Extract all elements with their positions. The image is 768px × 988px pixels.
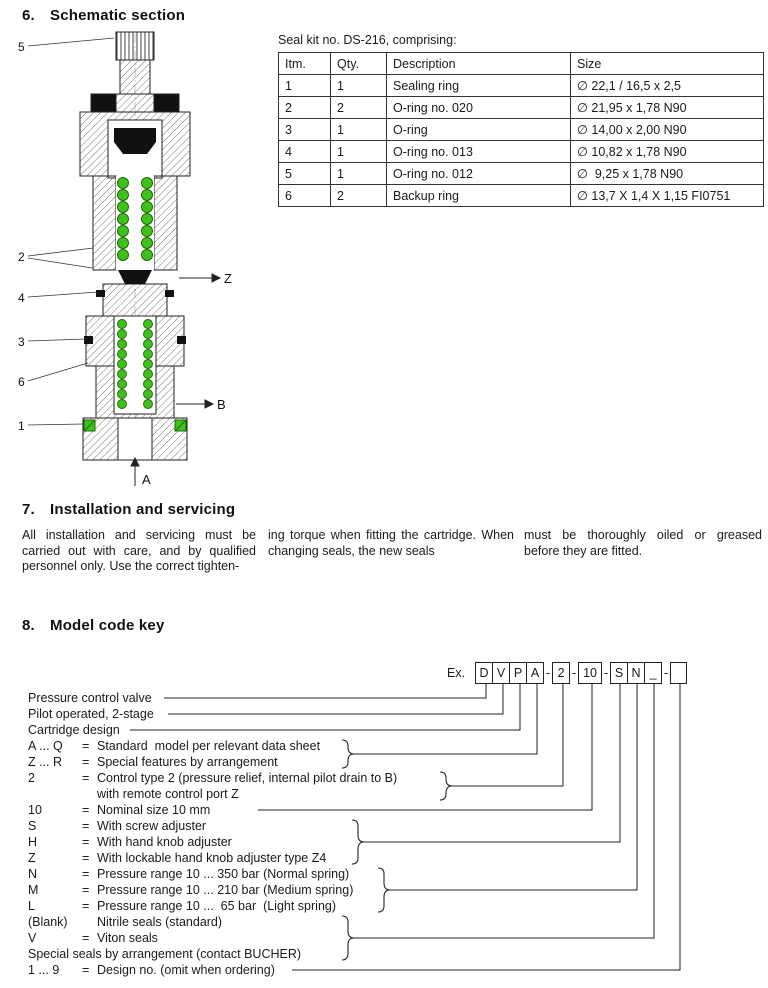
code-box-n: N xyxy=(627,662,645,684)
section7-heading xyxy=(22,501,235,518)
key-code: L xyxy=(28,899,35,913)
cell-size: ∅ 13,7 X 1,4 X 1,15 FI0751 xyxy=(571,185,764,207)
table-row xyxy=(279,141,764,163)
code-box-seal: _ xyxy=(644,662,662,684)
cell-desc: O-ring no. 012 xyxy=(387,163,571,185)
table-row xyxy=(279,97,764,119)
cell-size: ∅ 22,1 / 16,5 x 2,5 xyxy=(571,75,764,97)
key-text: Pilot operated, 2-stage xyxy=(28,707,154,721)
port-label-b: B xyxy=(217,397,226,412)
installation-paragraph-2: ing torque when fitting the cartridge. When changing seals, the new seals xyxy=(268,528,514,558)
key-text: Standard model per relevant data sheet xyxy=(97,739,321,753)
key-code: Z ... R xyxy=(28,755,63,769)
valve-schematic-svg xyxy=(8,28,258,490)
callout-2: 2 xyxy=(18,250,25,264)
key-row xyxy=(28,738,468,754)
code-box-design xyxy=(670,662,687,684)
section8-title: Model code key xyxy=(50,617,165,634)
valve-body xyxy=(80,32,190,460)
seal-kit-table xyxy=(278,52,764,207)
table-row xyxy=(279,75,764,97)
code-dash: - xyxy=(603,666,609,680)
section6-title: Schematic section xyxy=(50,7,186,24)
key-row xyxy=(28,882,468,898)
key-text: With hand knob adjuster xyxy=(97,835,232,849)
table-row xyxy=(279,185,764,207)
cell-qty: 2 xyxy=(331,97,387,119)
key-equals: = xyxy=(82,883,90,897)
cell-qty: 1 xyxy=(331,163,387,185)
key-equals: = xyxy=(82,851,90,865)
key-text: Design no. (omit when ordering) xyxy=(97,963,275,977)
callout-6: 6 xyxy=(18,375,25,389)
key-code: N xyxy=(28,867,38,881)
cell-itm: 3 xyxy=(279,119,331,141)
section7-title: Installation and servicing xyxy=(50,501,236,518)
callout-5: 5 xyxy=(18,40,25,54)
code-dash: - xyxy=(545,666,551,680)
key-row xyxy=(28,850,468,866)
key-code: V xyxy=(28,931,37,945)
key-row xyxy=(28,898,468,914)
key-text: Special features by arrangement xyxy=(97,755,278,769)
key-code: 10 xyxy=(28,803,42,817)
code-dash: - xyxy=(663,666,669,680)
key-equals: = xyxy=(82,803,90,817)
key-text: Pressure range 10 ... 350 bar (Normal spring) xyxy=(97,867,350,881)
column-header-desc: Description xyxy=(387,53,571,75)
cell-size: ∅ 10,82 x 1,78 N90 xyxy=(571,141,764,163)
code-box-v: V xyxy=(492,662,510,684)
key-row xyxy=(28,914,468,930)
cell-desc: O-ring no. 020 xyxy=(387,97,571,119)
valve-schematic xyxy=(8,28,258,490)
section8-number: 8. xyxy=(22,617,35,634)
column-header-qty: Qty. xyxy=(331,53,387,75)
key-row xyxy=(28,834,468,850)
code-box-d: D xyxy=(475,662,493,684)
cell-qty: 2 xyxy=(331,185,387,207)
key-code: (Blank) xyxy=(28,915,68,929)
key-row xyxy=(28,866,468,882)
key-text: Special seals by arrangement (contact BUCHER) xyxy=(28,947,302,961)
key-row xyxy=(28,690,468,706)
cell-itm: 6 xyxy=(279,185,331,207)
table-row xyxy=(279,163,764,185)
key-text: Cartridge design xyxy=(28,723,120,737)
key-equals: = xyxy=(82,931,90,945)
section8-heading xyxy=(22,617,165,634)
key-row xyxy=(28,930,468,946)
cell-itm: 4 xyxy=(279,141,331,163)
key-code: Z xyxy=(28,851,36,865)
key-text: With lockable hand knob adjuster type Z4 xyxy=(97,851,327,865)
key-code: 2 xyxy=(28,771,35,785)
key-row xyxy=(28,786,468,802)
section6-number: 6. xyxy=(22,7,35,24)
key-text: Pressure control valve xyxy=(28,691,152,705)
key-equals: = xyxy=(82,739,90,753)
callout-3: 3 xyxy=(18,335,25,349)
port-label-a: A xyxy=(142,472,151,487)
callout-1: 1 xyxy=(18,419,25,433)
key-code: M xyxy=(28,883,39,897)
key-code: A ... Q xyxy=(28,739,63,753)
section7-number: 7. xyxy=(22,501,35,518)
cell-desc: Sealing ring xyxy=(387,75,571,97)
key-text: Pressure range 10 ... 210 bar (Medium spring) xyxy=(97,883,354,897)
cell-size: ∅ 21,95 x 1,78 N90 xyxy=(571,97,764,119)
key-text: Nominal size 10 mm xyxy=(97,803,211,817)
key-equals: = xyxy=(82,899,90,913)
key-row xyxy=(28,818,468,834)
cell-qty: 1 xyxy=(331,141,387,163)
key-text: With screw adjuster xyxy=(97,819,207,833)
code-box-a: A xyxy=(526,662,544,684)
cell-itm: 2 xyxy=(279,97,331,119)
key-equals: = xyxy=(82,867,90,881)
model-code-key xyxy=(28,690,468,978)
key-equals: = xyxy=(82,771,90,785)
installation-paragraph-1: All installation and servicing must be carried out with care, and by qualified personnel only. Use the correct tighten- xyxy=(22,528,256,573)
code-box-p: P xyxy=(509,662,527,684)
key-row xyxy=(28,754,468,770)
cell-itm: 5 xyxy=(279,163,331,185)
seal-kit-caption: Seal kit no. DS-216, comprising: xyxy=(278,33,457,47)
key-code: H xyxy=(28,835,38,849)
cell-desc: O-ring xyxy=(387,119,571,141)
key-text: Control type 2 (pressure relief, internal pilot drain to B) xyxy=(97,771,398,785)
column-header-itm: Itm. xyxy=(279,53,331,75)
cell-itm: 1 xyxy=(279,75,331,97)
key-row xyxy=(28,802,468,818)
code-dash: - xyxy=(571,666,577,680)
key-code: S xyxy=(28,819,37,833)
key-equals: = xyxy=(82,819,90,833)
key-text: Pressure range 10 ... 65 bar (Light spring) xyxy=(97,899,337,913)
key-code: 1 ... 9 xyxy=(28,963,60,977)
port-label-z: Z xyxy=(224,271,232,286)
key-equals: = xyxy=(82,835,90,849)
column-header-size: Size xyxy=(571,53,764,75)
key-row xyxy=(28,706,468,722)
key-text: Nitrile seals (standard) xyxy=(97,915,223,929)
key-row xyxy=(28,962,468,978)
example-label: Ex. xyxy=(447,666,466,680)
key-row xyxy=(28,722,468,738)
key-equals: = xyxy=(82,963,90,977)
cell-desc: O-ring no. 013 xyxy=(387,141,571,163)
installation-paragraph-3: must be thoroughly oiled or greased before they are fitted. xyxy=(524,528,762,558)
cell-desc: Backup ring xyxy=(387,185,571,207)
callout-4: 4 xyxy=(18,291,25,305)
key-row xyxy=(28,770,468,786)
model-code-example xyxy=(447,662,687,684)
cell-size: ∅ 9,25 x 1,78 N90 xyxy=(571,163,764,185)
key-equals xyxy=(82,914,97,930)
key-text: with remote control port Z xyxy=(97,787,239,801)
section6-heading xyxy=(22,7,185,24)
table-row xyxy=(279,119,764,141)
key-text: Viton seals xyxy=(97,931,158,945)
table-header-row xyxy=(279,53,764,75)
code-box-10: 10 xyxy=(578,662,602,684)
cell-qty: 1 xyxy=(331,75,387,97)
key-row xyxy=(28,946,468,962)
cell-qty: 1 xyxy=(331,119,387,141)
code-box-2: 2 xyxy=(552,662,570,684)
key-equals: = xyxy=(82,755,90,769)
cell-size: ∅ 14,00 x 2,00 N90 xyxy=(571,119,764,141)
code-box-s: S xyxy=(610,662,628,684)
